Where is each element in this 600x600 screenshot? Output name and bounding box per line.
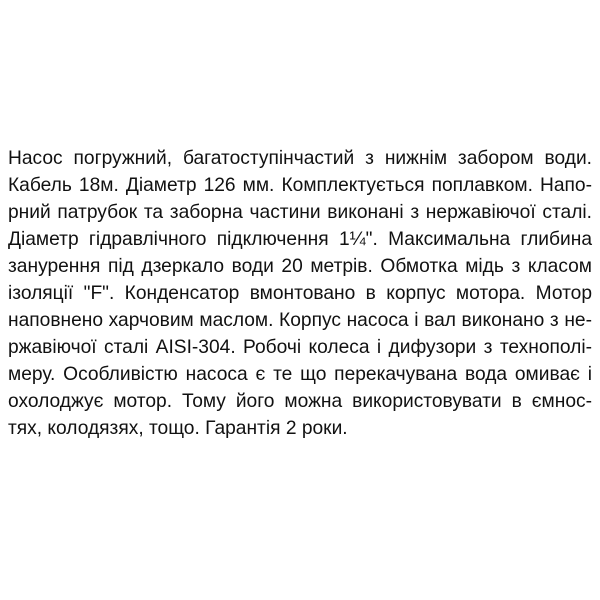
description-line-9: меру. Особливістю насоса є те що перекачувана вода омиває і [8, 364, 592, 385]
description-line-3: рний патрубок та заборна частини виконані з нержавіючої сталі. [8, 202, 592, 223]
description-line-2: Кабель 18м. Діаметр 126 мм. Комплектується поплавком. Напо- [8, 175, 592, 196]
description-line-4: Діаметр гідравлічного підключення 1¼". Максимальна глибина [8, 229, 592, 250]
description-line-1: Насос погружний, багатоступінчастий з нижнім забором води. [8, 148, 592, 169]
description-line-10: охолоджує мотор. Тому його можна використовувати в ємнос- [8, 391, 592, 412]
description-line-6: ізоляції "F". Конденсатор вмонтовано в корпус мотора. Мотор [8, 283, 592, 304]
description-line-8: ржавіючої сталі AISI-304. Робочі колеса і дифузори з технополі- [8, 337, 592, 358]
description-line-11: тях, колодязях, тощо. Гарантія 2 роки. [8, 418, 348, 439]
description-line-7: наповнено харчовим маслом. Корпус насоса і вал виконано з не- [8, 310, 592, 331]
description-line-5: занурення під дзеркало води 20 метрів. Обмотка мідь з класом [8, 256, 592, 277]
